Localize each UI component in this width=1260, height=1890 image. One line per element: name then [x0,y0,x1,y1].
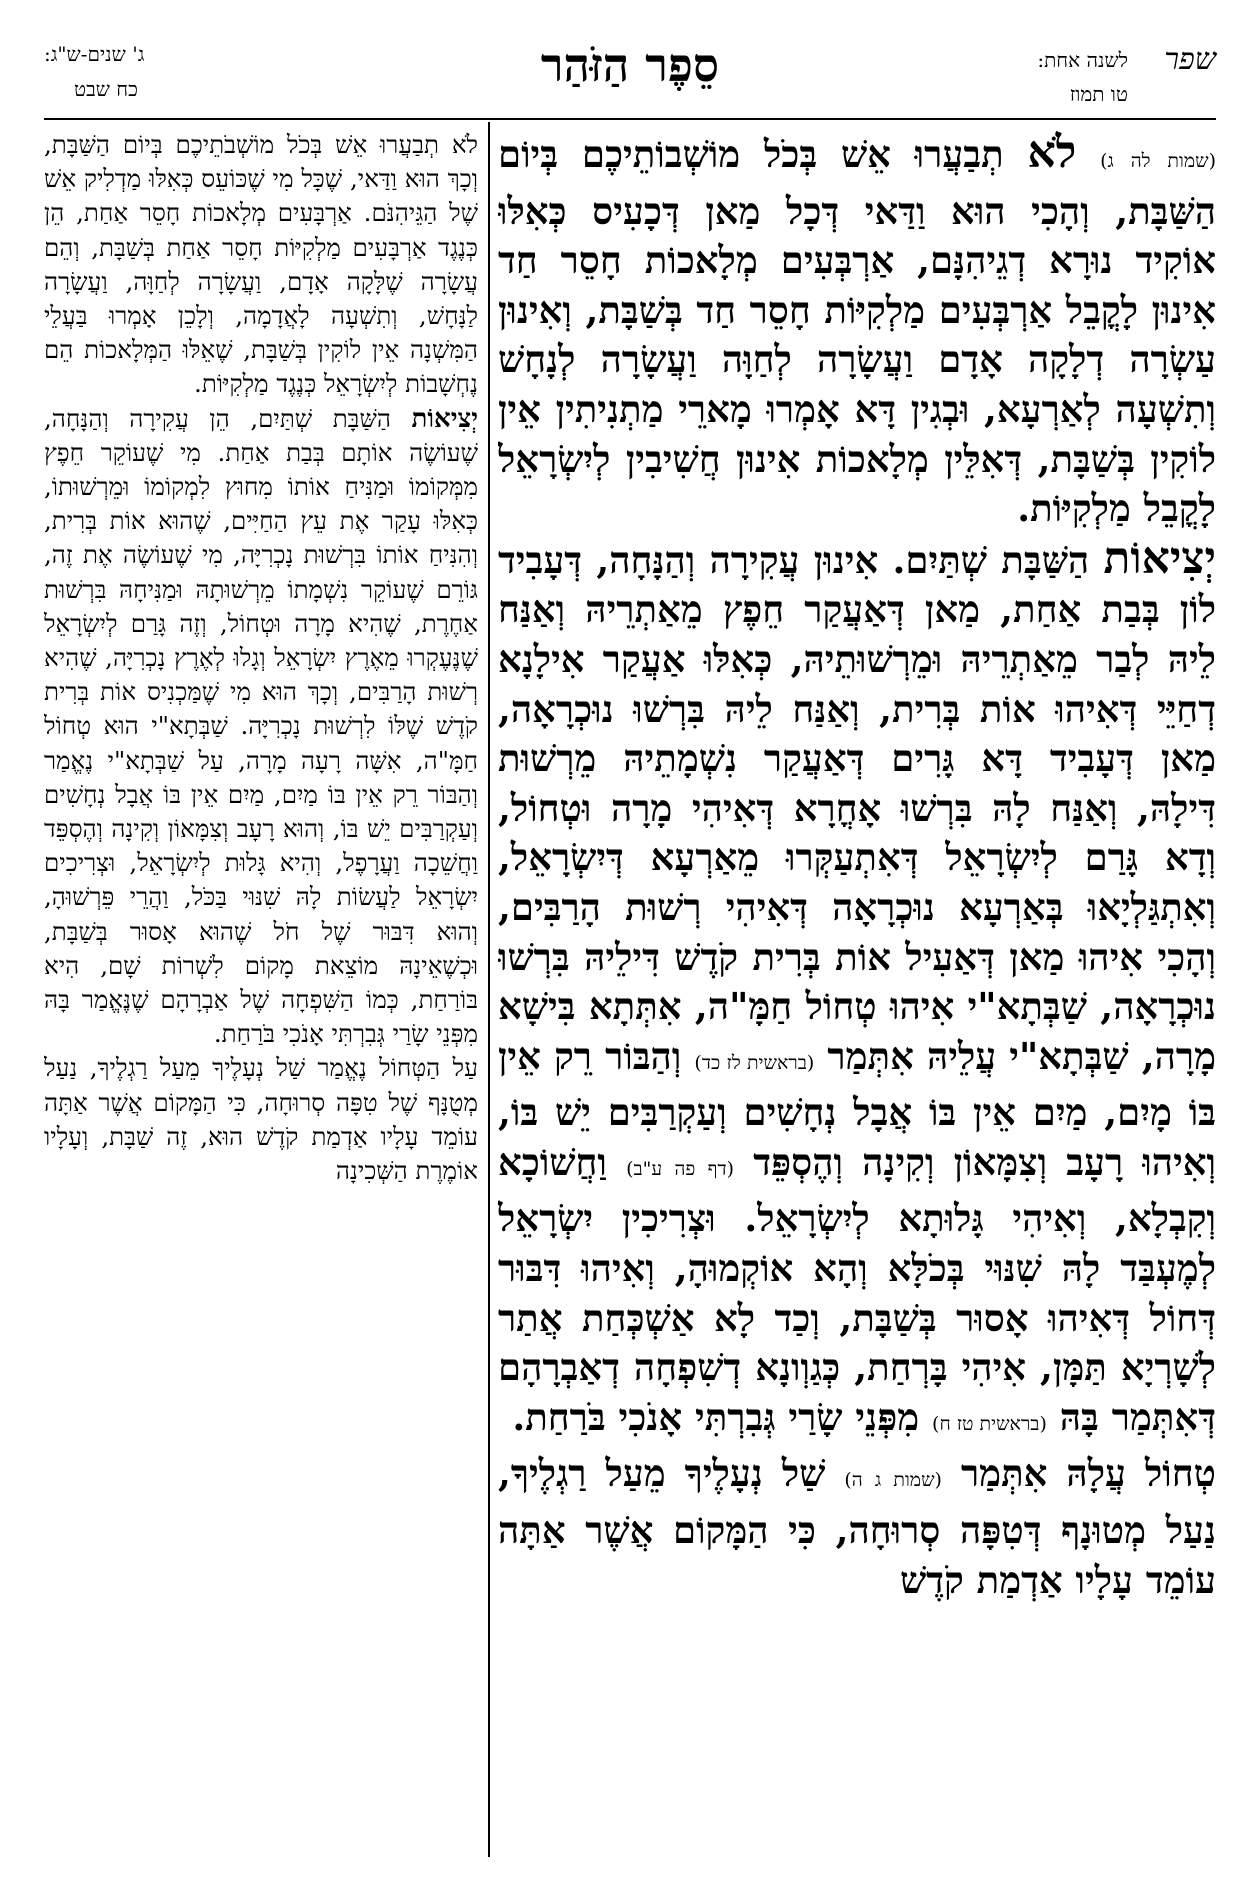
page-header [44,28,1216,114]
opening-word: יְצִיאוֹת [1103,532,1216,584]
side-paragraph-1: לֹא תְבַעֲרוּ אֵשׁ בְּכֹל מוֹשְׁבֹתֵיכֶם בְּיוֹם הַשַּׁבָּת, וְכָךְ הוּא וַדַּאי, שֶׁכָּל מִי שֶׁכּוֹעֵס כְּאִלּוּ מַדְלִיק אֵשׁ שֶׁל הַגֵּיהִנֹּם. אַרְבָּעִים מְלָאכוֹת חָסֵר אַחַת, הֵן כְּנֶגֶד אַרְבָּעִים מַלְקִיּוֹת חָסֵר אַחַת בְּשַׁבָּת, וְהֵם עֲשָׂרָה שֶׁלָּקָה אָדָם, וַעֲשָׂרָה לְחַוָּה, וַעֲשָׂרָה לַנָּחָשׁ, וְתִשְׁעָה לָאֲדָמָה, וְלָכֵן אָמְרוּ בַּעֲלֵי הַמִּשְׁנָה אֵין לוֹקִין בְּשַׁבָּת, שֶׁאֵלּוּ הַמְּלָאכוֹת הֵם נֶחְשָׁבוֹת לְיִשְׂרָאֵל כְּנֶגֶד מַלְקִיּוֹת. [44,130,478,399]
page-reference: (דף פה ע"ב) [626,1157,735,1180]
main-paragraph-2 [498,534,1216,1450]
opening-word: לֹא [1027,128,1077,178]
paragraph-text: טְחוֹל עֲלָהּ אִתְּמַר [960,1451,1216,1496]
daily-schedule-date: טו תמוז [1069,82,1128,106]
daily-schedule-label: לשנה אחת: [1037,48,1128,72]
verse-reference: (שמות לה ג) [1100,150,1216,172]
paragraph-text: וְהַבּוֹר רֵק אֵין בּוֹ מָיִם, מַיִם אֵין בּוֹ אֲבָל נְחָשִׁים וְעַקְרַבִּים יֵשׁ בּוֹ, וְאִיהוּ רָעָב וְצִמָּאוֹן וְקִינָה וְהֶסְפֵּד [498,1033,1216,1184]
paragraph-text: הַשַּׁבָּת שְׁתַּיִם, הֵן עֲקִירָה וְהַנָּחָה, שֶׁעוֹשֶׂה אוֹתָם בְּבַת אַחַת. מִי שֶׁעוֹקֵר חֵפֶץ מִמְּקוֹמוֹ וּמַנִּיחַ אוֹתוֹ מִחוּץ לִמְקוֹמוֹ וּמֵרְשׁוּתוֹ, כְּאִלּוּ עָקַר אֶת עֵץ הַחַיִּים, שֶׁהוּא אוֹת בְּרִית, וְהִנִּיחַ אוֹתוֹ בִּרְשׁוּת נָכְרִיָּה, מִי שֶׁעוֹשֶׂה אֶת זֶה, גּוֹרֵם שֶׁעוֹקֵר נִשְׁמָתוֹ מֵרְשׁוּתָהּ וּמַנִּיחָהּ בִּרְשׁוּת אַחֶרֶת, שֶׁהִיא מָרָה וּטְחוֹל, וְזֶה גָּרַם לְיִשְׂרָאֵל שֶׁנֶּעֶקְרוּ מֵאֶרֶץ יִשְׂרָאֵל וְגָלוּ לְאֶרֶץ נָכְרִיָּה, שֶׁהִיא רְשׁוּת הָרַבִּים, וְכָךְ הוּא מִי שֶׁמַּכְנִיס אוֹת בְּרִית קֹדֶשׁ שֶׁלּוֹ לִרְשׁוּת נָכְרִיָּה. שַׁבְּתָא"י הוּא טְחוֹל חַמָּ"ה, אִשָּׁה רָעָה מָרָה, עַל שַׁבְּתָא"י נֶאֱמַר וְהַבּוֹר רֵק אֵין בּוֹ מַיִם, מַיִם אֵין בּוֹ אֲבָל נְחָשִׁים וְעַקְרַבִּים יֵשׁ בּוֹ, וְהוּא רָעָב וְצִמָּאוֹן וְקִינָה וְהֶסְפֵּד וַחֲשֵׁכָה וַעֲרָפֶל, וְהִיא גָּלוּת לְיִשְׂרָאֵל, וּצְרִיכִים יִשְׂרָאֵל לַעֲשׂוֹת לָהּ שִׁנּוּי בַּכֹּל, וַהֲרֵי פֵּרְשׁוּהָ, וְהוּא דִּבּוּר שֶׁל חֹל שֶׁהוּא אָסוּר בְּשַׁבָּת, וּכְשֶׁאֵינָהּ מוֹצֵאת מָקוֹם לִשְׁרוֹת שָׁם, הִיא בּוֹרַחַת, כְּמוֹ הַשִּׁפְחָה שֶׁל אַבְרָהָם שֶׁנֶּאֱמַר בָּהּ מִפְּנֵי שָׂרַי גְּבִרְתִּי אָנֹכִי בֹּרַחַת. [44,403,478,1049]
verse-reference: (בראשית טז ח) [932,1412,1047,1435]
opening-word: יְצִיאוֹת [411,403,478,434]
book-title: סֵפֶר הַזֹּהַר [540,38,720,92]
verse-reference: (שמות ג ה) [844,1469,942,1492]
publisher-logo: שפר [1164,42,1216,77]
column-divider [488,122,490,1857]
paragraph-text: הַשַּׁבָּת שְׁתַּיִם. אִינוּן עֲקִירָה וְהַנָּחָה, דְּעָבִיד לוֹן בְּבַת אַחַת, מַאן דְּאַעֲקַר חֵפֶץ מֵאַתְרֵיהּ וְאַנַּח לֵיהּ לְבַר מֵאַתְרֵיהּ וּמֵרְשׁוּתֵיהּ, כְּאִלּוּ אַעֲקַר אִילָנָא דְחַיֵּי דְּאִיהוּ אוֹת בְּרִית, וְאַנַּח לֵיהּ בִּרְשׁוּ נוּכְרָאָה, מַאן דְּעָבִיד דָּא גָּרִים דְּאַעֲקַר נִשְׁמָתֵיהּ מֵרְשׁוּת דִּילָהּ, וְאַנַּח לָהּ בִּרְשׁוּ אָחֳרָא דְּאִיהִי מָרָה וּטְחוֹל, וְדָא גָּרַם לְיִשְׂרָאֵל דְּאִתְעַקְּרוּ מֵאַרְעָא דְּיִשְׂרָאֵל, וְאִתְגַּלְיָאוּ בְּאַרְעָא נוּכְרָאָה דְּאִיהִי רְשׁוּת הָרַבִּים, וְהָכִי אִיהוּ מַאן דְּאַעִיל אוֹת בְּרִית קֹדֶשׁ דִּילֵיהּ בִּרְשׁוּ נוּכְרָאָה, שַׁבְּתָא"י אִיהוּ טְחוֹל חַמָּ"ה, אִתְּתָא בִּישָׁא מָרָה, שַׁבְּתָא"י עֲלֵיהּ אִתְּמַר [498,537,1216,1078]
cycle-schedule-date: כח שבט [74,77,138,101]
paragraph-text: מִפְּנֵי שָׂרַי גְּבִרְתִּי אָנֹכִי בֹּרַחַת. [512,1394,920,1439]
side-paragraph-3: עַל הַטְּחוֹל נֶאֱמַר שַׁל נְעָלֶיךָ מֵעַל רַגְלֶיךָ, נַעַל מְטֻנָּף שֶׁל טִפָּה סְרוּחָה, כִּי הַמָּקוֹם אֲשֶׁר אַתָּה עוֹמֵד עָלָיו אַדְמַת קֹדֶשׁ הוּא, זֶה שַׁבָּת, וְעָלָיו אוֹמֶרֶת הַשְּׁכִינָה [44,1053,478,1186]
cycle-schedule-label: ג' שנים-ש"ג: [44,42,145,66]
main-paragraph-3 [498,1449,1216,1605]
paragraph-text: תְבַעֲרוּ אֵשׁ בְּכֹל מוֹשְׁבוֹתֵיכֶם בְּיוֹם הַשַּׁבָּת, וְהָכִי הוּא וַדַּאי דְּכָל מַאן דְּכָעִיס כְּאִלּוּ אוֹקִיד נוּרָא דְגֵיהִנָּם, אַרְבְּעִים מְלָאכוֹת חָסֵר חַד אִינוּן לָקֳבֵל אַרְבְּעִים מַלְקִיּוֹת חָסֵר חַד בְּשַׁבָּת, וְאִינוּן עַשְׂרָה דְלָקָה אָדָם וַעֲשָׂרָה לְחַוָּה וַעֲשָׂרָה לְנָחָשׁ וְתִשְׁעָה לְאַרְעָא, וּבְגִין דָּא אָמְרוּ מָארֵי מַתְנִיתִין אֵין לוֹקִין בְּשַׁבָּת, דְּאִלֵּין מְלָאכוֹת אִינוּן חֲשִׁיבִין לְיִשְׂרָאֵל לָקֳבֵל מַלְקִיּוֹת. [498,132,1216,531]
aramaic-column [498,128,1216,1863]
header-rule [44,118,1216,120]
header-left [44,42,284,122]
main-paragraph-1 [498,128,1216,534]
paragraph-text: שַׁל נְעָלֶיךָ מֵעַל רַגְלֶיךָ, נַעַל מְטוּנָף דְּטִפָּה סְרוּחָה, כִּי הַמָּקוֹם אֲשֶׁר אַתָּה עוֹמֵד עָלָיו אַדְמַת קֹדֶשׁ [498,1451,1216,1602]
hebrew-translation-column [44,128,478,1863]
side-paragraph-2 [44,402,478,1052]
verse-reference: (בראשית לז כד) [694,1051,815,1074]
paragraph-text: וַחֲשׁוֹכָא וְקִבְלָא, וְאִיהִי גָּלוּתָא לְיִשְׂרָאֵל. וּצְרִיכִין יִשְׂרָאֵל לְמֶעְבַּד לָהּ שִׁנּוּי בְּכֹלָּא וְהָא אוֹקְמוּהָ, וְאִיהוּ דִּבּוּר דְּחוֹל דְּאִיהוּ אָסוּר בְּשַׁבָּת, וְכַד לָא אַשְׁכְּחַת אֲתַר לְשָׁרְיָא תַּמָּן, אִיהִי בָּרְחַת, כְּגַוְונָא דְשִׁפְחָה דְאַבְרָהָם דְּאִתְּמַר בָּהּ [498,1139,1216,1439]
